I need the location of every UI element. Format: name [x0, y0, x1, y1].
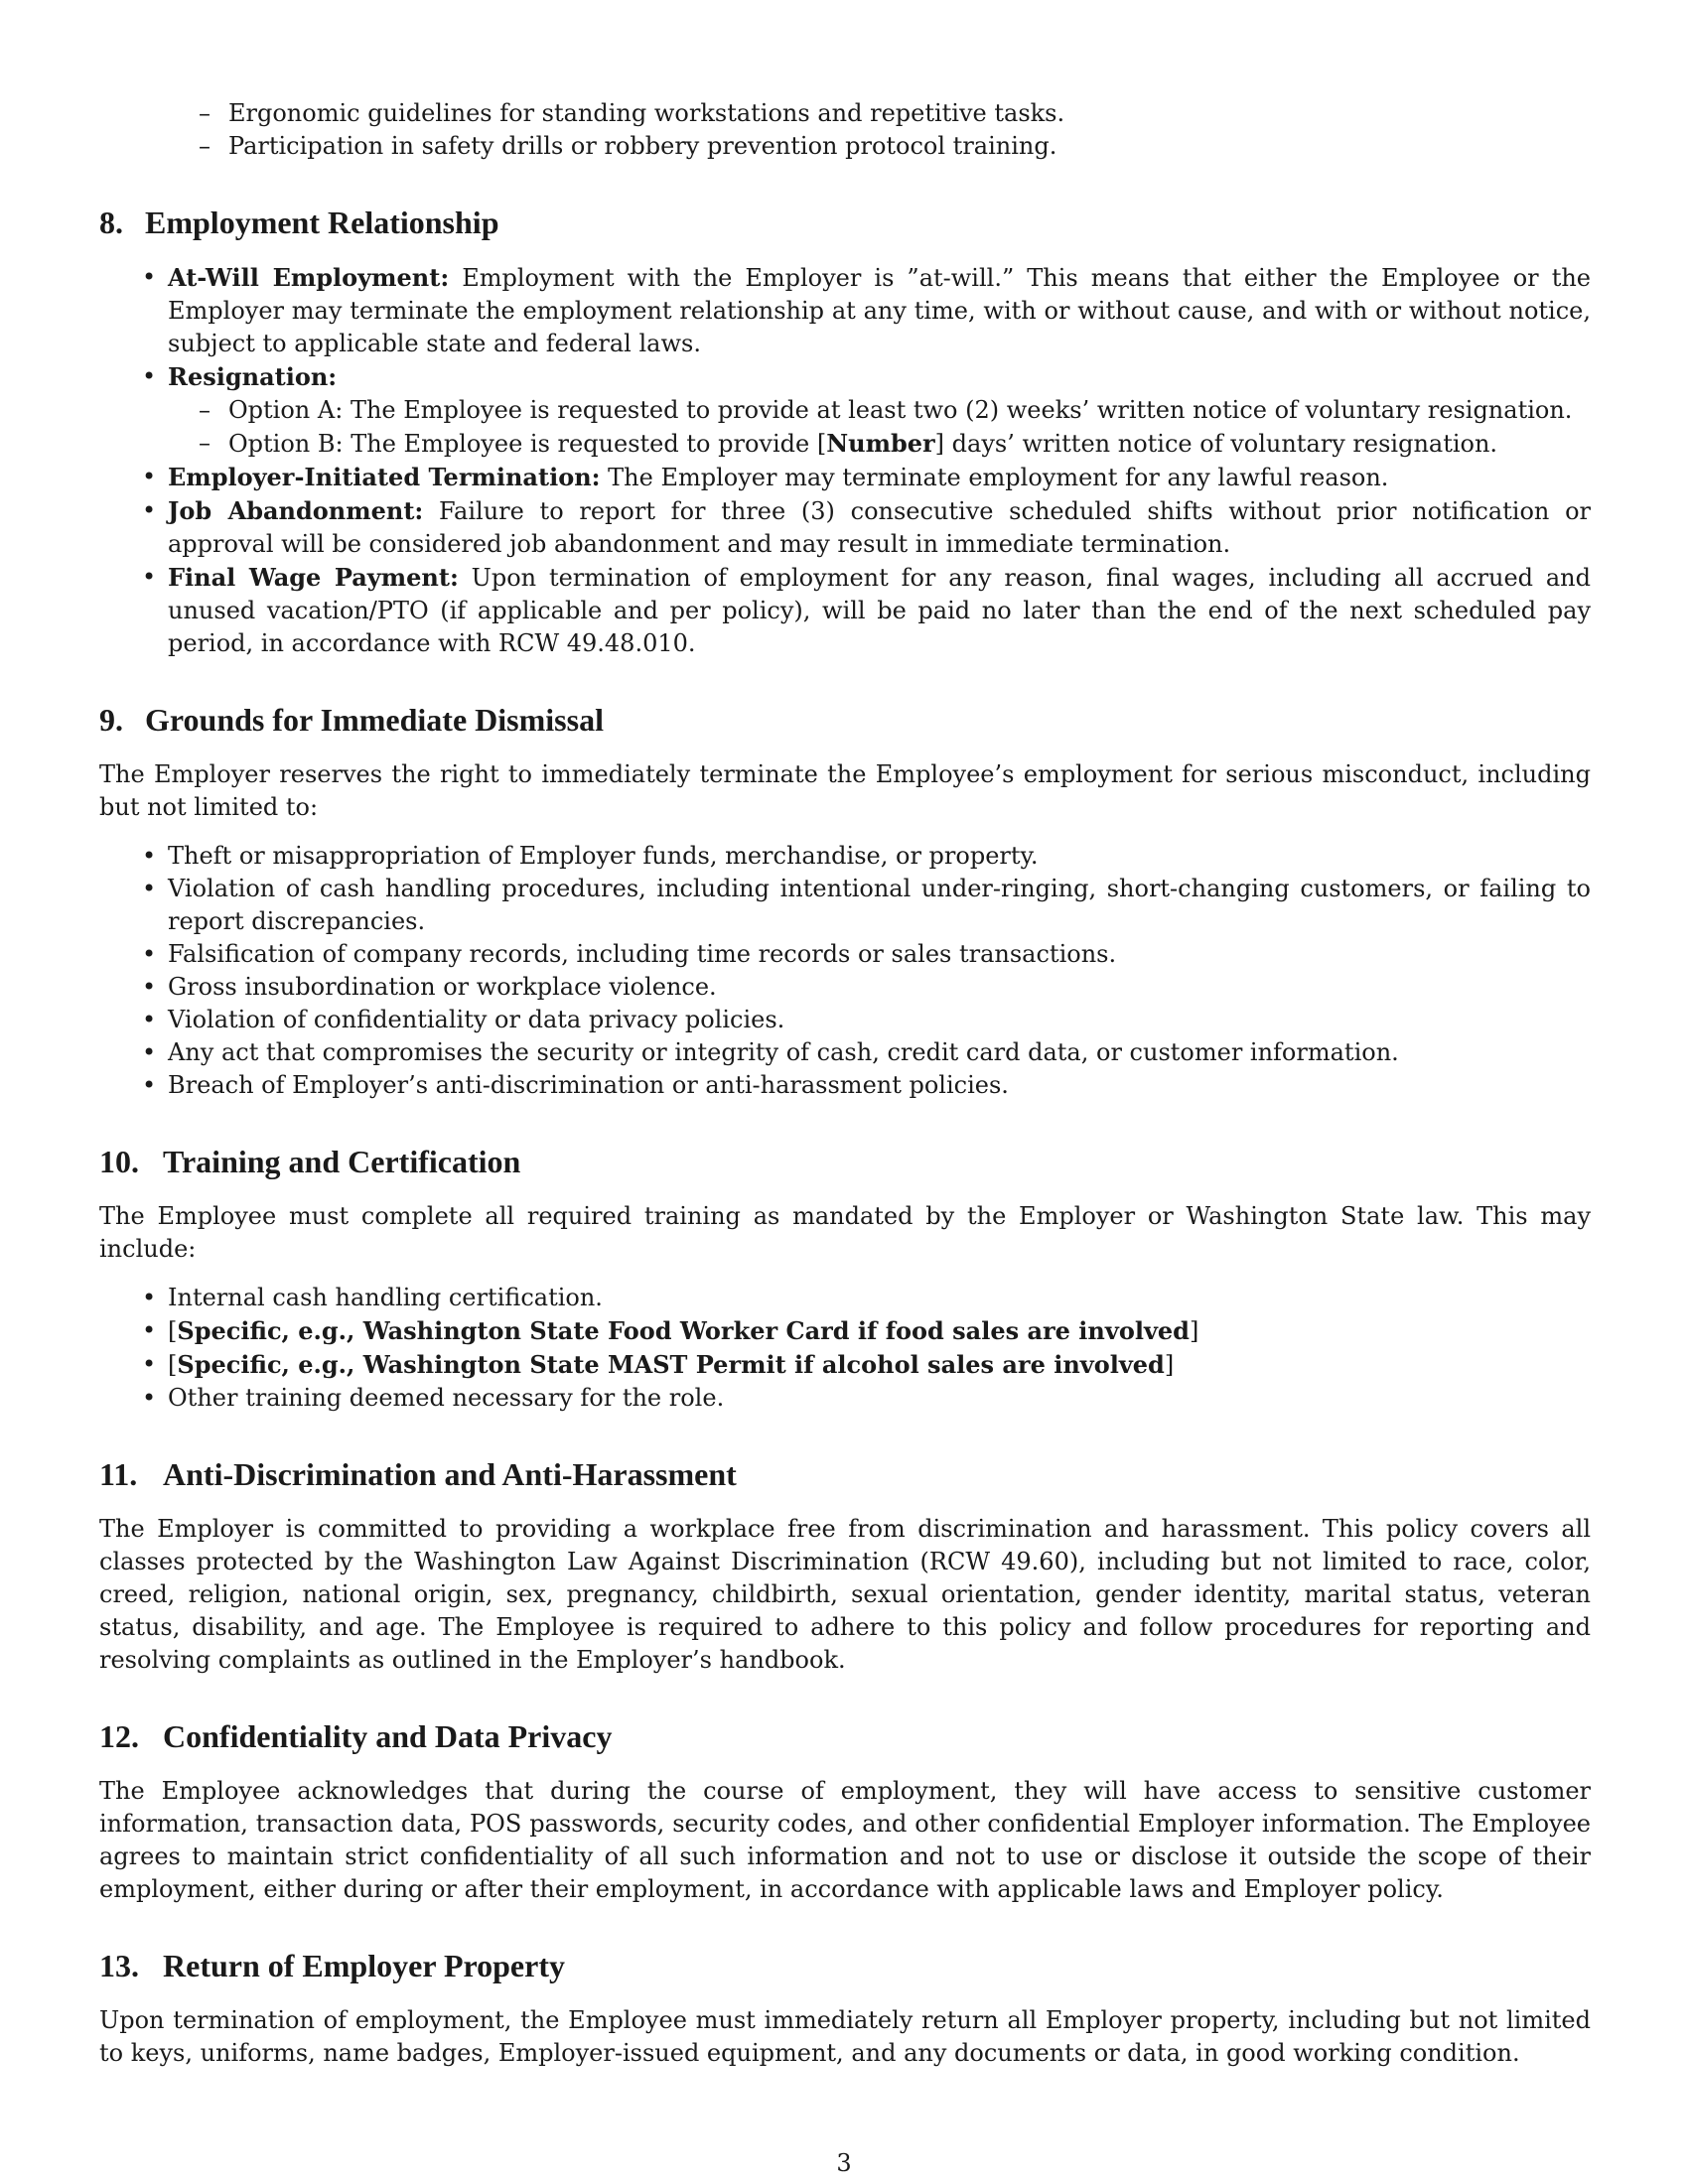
list-item: • [Specific, e.g., Washington State MAST Permit if alcohol sales are involved]: [168, 1348, 1591, 1382]
item-label: Employer-Initiated Termination:: [168, 463, 601, 491]
section-body: Upon termination of employment, the Employee must immediately return all Employer property, including but not limited to keys, uniforms, name badges, Employer-issued equipment, and any documents or data, in good working condition.: [99, 2006, 1591, 2067]
employment-relationship-list: [99, 261, 1591, 660]
dismissal-grounds-list: [99, 840, 1591, 1102]
list-item: • Falsification of company records, including time records or sales transactions.: [168, 938, 1591, 971]
list-item: • Violation of confidentiality or data privacy policies.: [168, 1004, 1591, 1036]
section-title: Return of Employer Property: [163, 1948, 565, 1983]
continued-sub-list: [99, 97, 1591, 163]
section-number: 9.: [99, 702, 123, 738]
list-item: – Ergonomic guidelines for standing workstations and repetitive tasks.: [228, 97, 1591, 130]
item-label: Final Wage Payment:: [168, 563, 459, 592]
list-item: • Gross insubordination or workplace violence.: [168, 971, 1591, 1004]
section-number: 8.: [99, 205, 123, 240]
section-intro: The Employee must complete all required training as mandated by the Employer or Washington State law. This may include:: [99, 1202, 1591, 1263]
section-heading-8: [99, 203, 1591, 242]
list-item: [168, 494, 1591, 561]
section-number: 11.: [99, 1456, 138, 1492]
section-heading-12: [99, 1716, 1591, 1756]
item-text: Employment with the Employer is ”at-will.” This means that either the Employee or the Employer may terminate the employment relationship at any time, with or without cause, and with or without notice, subject to applicable state and federal laws.: [168, 264, 1591, 357]
list-item: [168, 261, 1591, 360]
list-item: [168, 561, 1591, 660]
placeholder-text: Specific, e.g., Washington State MAST Permit if alcohol sales are involved: [177, 1350, 1165, 1379]
section-body: The Employer is committed to providing a workplace free from discrimination and harassment. This policy covers all classes protected by the Washington Law Against Discrimination (RCW 49.60), including but not limited to race, color, creed, religion, national origin, sex, pregnancy, childbirth, sexual orientation, gender identity, marital status, veteran status, disability, and age. The Employee is required to adhere to this policy and follow procedures for reporting and resolving complaints as outlined in the Employer’s handbook.: [99, 1515, 1591, 1674]
item-label: At-Will Employment:: [168, 263, 450, 292]
list-item: • Internal cash handling certification.: [168, 1282, 1591, 1314]
section-number: 12.: [99, 1718, 139, 1754]
item-text: The Employer may terminate employment for any lawful reason.: [608, 464, 1389, 491]
placeholder-text: Specific, e.g., Washington State Food Worker Card if food sales are involved: [177, 1316, 1190, 1345]
list-item: • Other training deemed necessary for the role.: [168, 1382, 1591, 1415]
item-label: Resignation:: [168, 362, 338, 391]
section-title: Employment Relationship: [145, 205, 499, 240]
section-number: 13.: [99, 1948, 139, 1983]
section-title: Training and Certification: [163, 1144, 521, 1179]
list-item: – Participation in safety drills or robbery prevention protocol training.: [228, 130, 1591, 163]
list-item: – Option A: The Employee is requested to provide at least two (2) weeks’ written notice of voluntary resignation.: [228, 394, 1591, 427]
section-title: Confidentiality and Data Privacy: [163, 1718, 613, 1754]
section-heading-9: [99, 700, 1591, 740]
list-item: • Breach of Employer’s anti-discrimination or anti-harassment policies.: [168, 1069, 1591, 1102]
list-item: • Theft or misappropriation of Employer funds, merchandise, or property.: [168, 840, 1591, 873]
list-item: • Any act that compromises the security or integrity of cash, credit card data, or customer information.: [168, 1036, 1591, 1069]
section-title: Anti-Discrimination and Anti-Harassment: [163, 1456, 737, 1492]
section-intro: The Employer reserves the right to immediately terminate the Employee’s employment for serious misconduct, including but not limited to:: [99, 760, 1591, 821]
list-item: • Violation of cash handling procedures, including intentional under-ringing, short-changing customers, or failing to report discrepancies.: [168, 873, 1591, 938]
list-item: • [Specific, e.g., Washington State Food Worker Card if food sales are involved]: [168, 1314, 1591, 1348]
section-title: Grounds for Immediate Dismissal: [145, 702, 604, 738]
section-number: 10.: [99, 1144, 139, 1179]
item-text: ] days’ written notice of voluntary resignation.: [934, 430, 1498, 458]
resignation-options: [168, 394, 1591, 461]
placeholder-number: Number: [826, 429, 935, 458]
item-text: Upon termination of employment for any reason, final wages, including all accrued and unused vacation/PTO (if applicable and per policy), will be paid no later than the end of the next scheduled pay period, in accordance with RCW 49.48.010.: [168, 564, 1591, 657]
section-heading-13: [99, 1946, 1591, 1985]
training-list: [99, 1282, 1591, 1415]
section-body: The Employee acknowledges that during the course of employment, they will have access to sensitive customer information, transaction data, POS passwords, security codes, and other confidential Employer information. The Employee agrees to maintain strict confidentiality of all such information and not to use or disclose it outside the scope of their employment, either during or after their employment, in accordance with applicable laws and Employer policy.: [99, 1777, 1591, 1903]
list-item: [168, 461, 1591, 494]
item-text: Failure to report for three (3) consecutive scheduled shifts without prior notification or approval will be considered job abandonment and may result in immediate termination.: [168, 497, 1591, 558]
item-label: Job Abandonment:: [168, 496, 424, 525]
list-item: [228, 427, 1591, 461]
list-item: [168, 360, 1591, 461]
document-page: [99, 97, 1591, 2070]
section-heading-11: [99, 1454, 1591, 1494]
page-number: 3: [836, 2149, 852, 2177]
section-heading-10: [99, 1142, 1591, 1181]
item-text: Option B: The Employee is requested to provide [: [228, 430, 827, 458]
